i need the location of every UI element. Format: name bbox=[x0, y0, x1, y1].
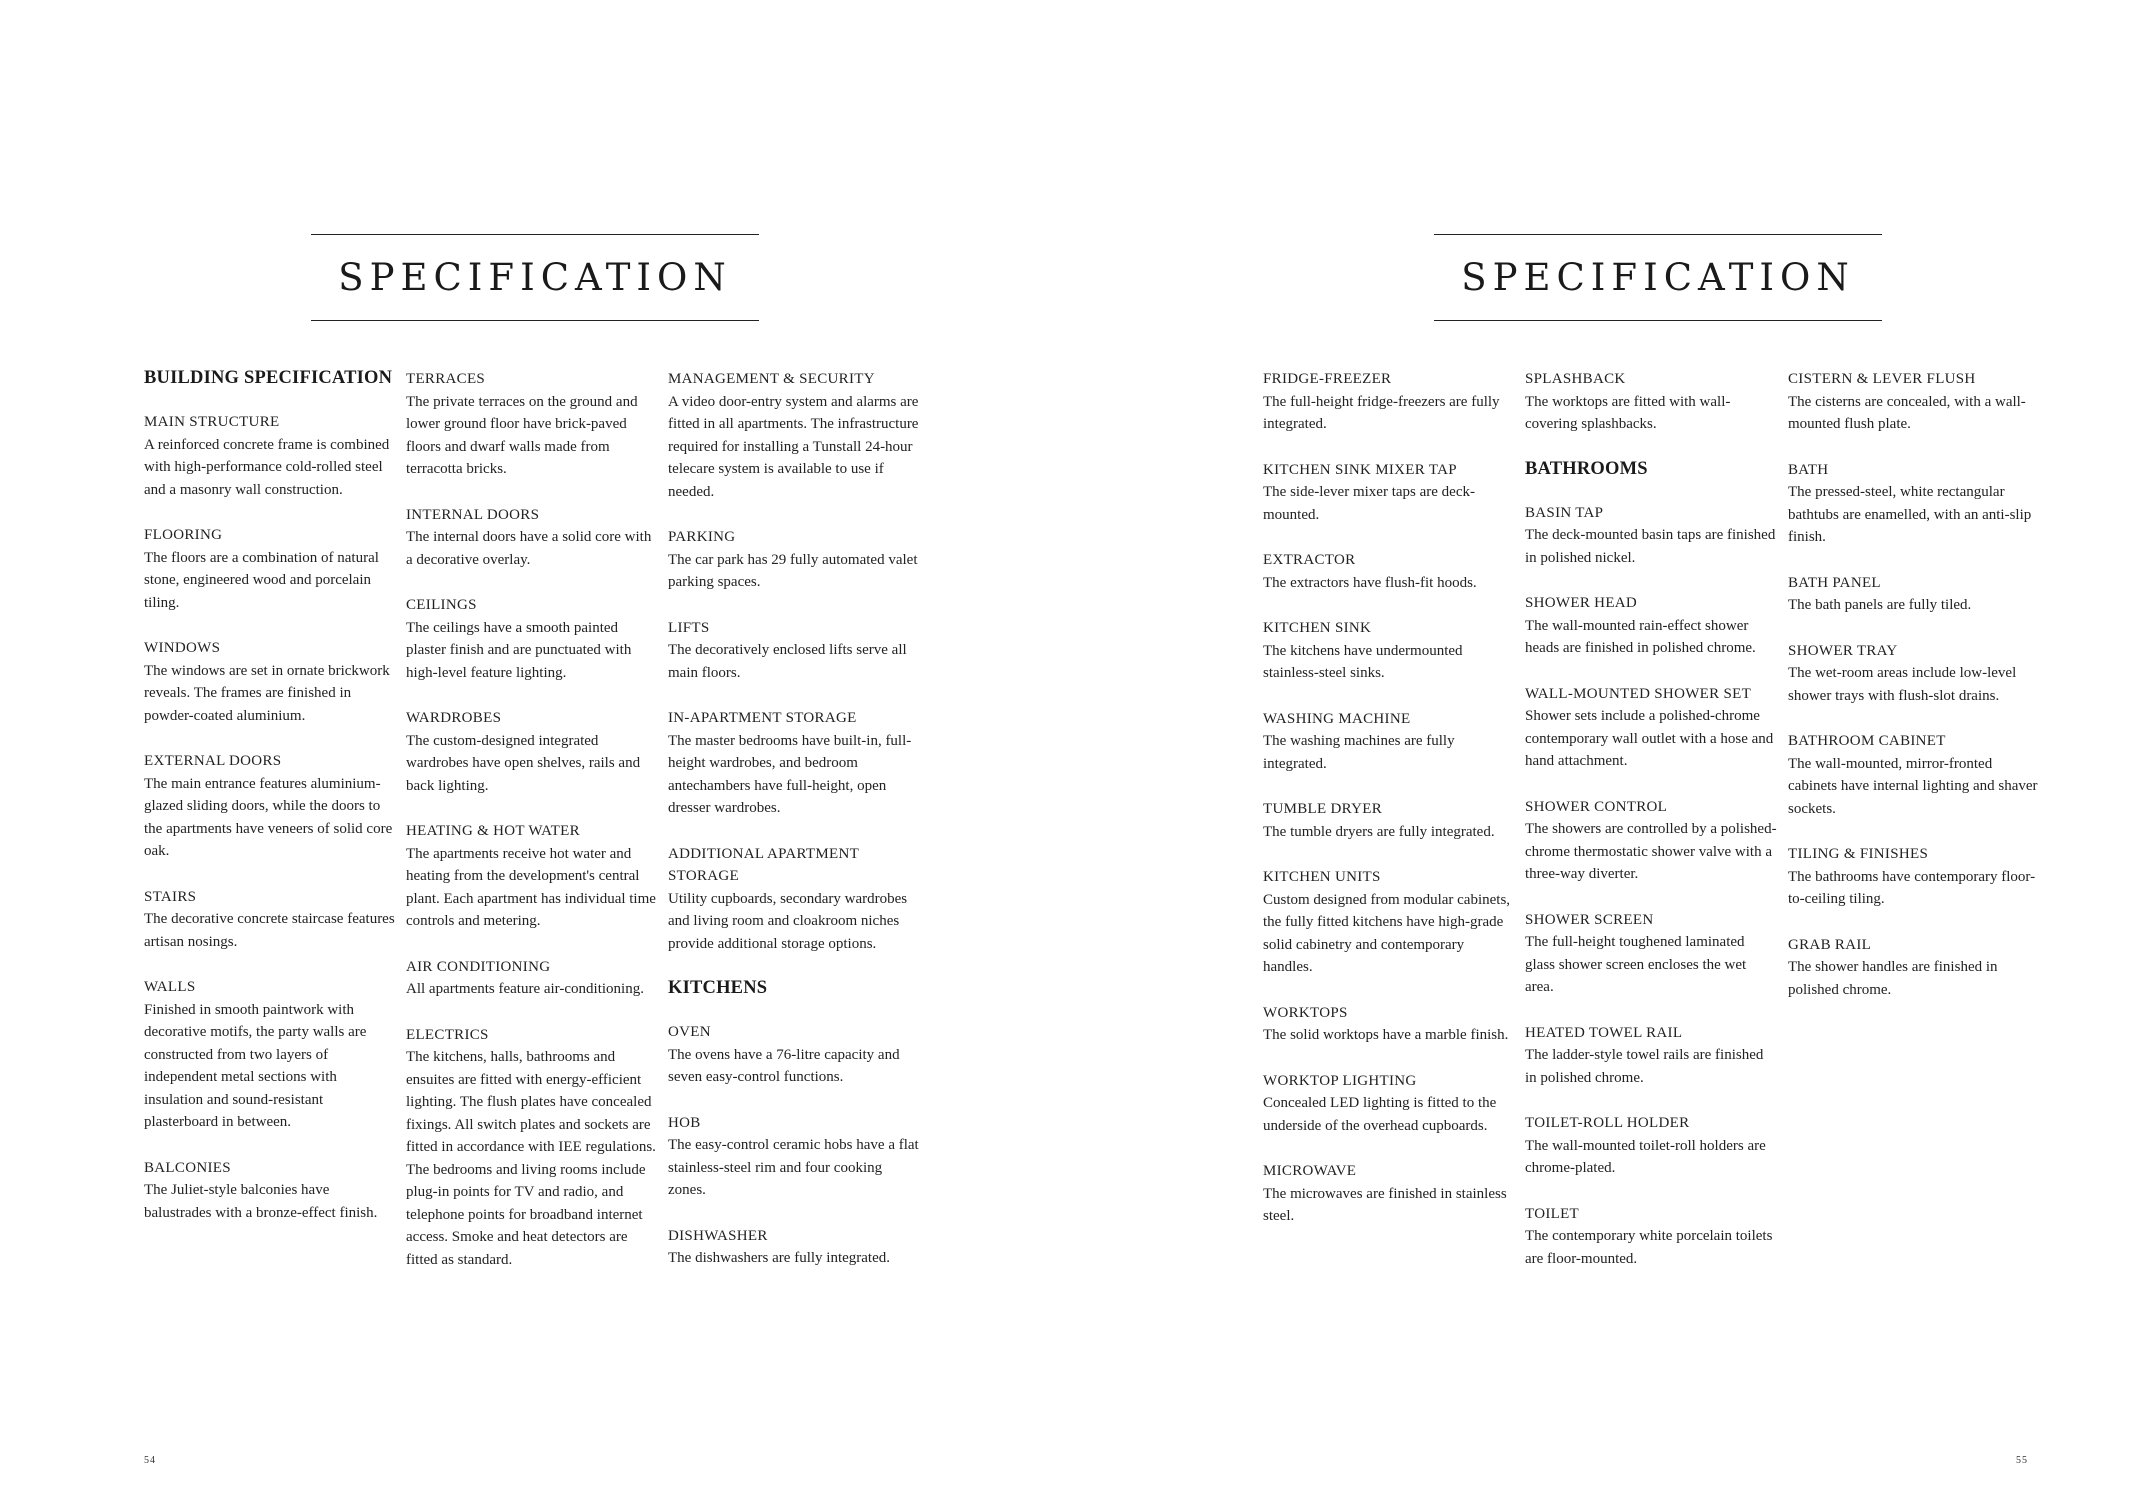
page-number: 55 bbox=[2016, 1455, 2028, 1466]
spec-item-title: FRIDGE-FREEZER bbox=[1263, 371, 1392, 387]
spec-item-text: The washing machines are fully integrated. bbox=[1263, 733, 1455, 772]
spec-item bbox=[668, 1112, 920, 1202]
spec-column bbox=[1525, 368, 1777, 1293]
spec-item bbox=[1788, 843, 2040, 911]
spec-item bbox=[668, 1021, 920, 1089]
title-rule-top bbox=[1434, 234, 1882, 235]
spec-item-text: The side-lever mixer taps are deck-mounted. bbox=[1263, 484, 1475, 523]
spec-item-title: MANAGEMENT & SECURITY bbox=[668, 371, 875, 387]
spec-item-title: WORKTOPS bbox=[1263, 1004, 1348, 1021]
spec-item-title: INTERNAL DOORS bbox=[406, 506, 540, 523]
spec-item-title: OVEN bbox=[668, 1024, 711, 1040]
spec-item-text: The bath panels are fully tiled. bbox=[1788, 597, 1972, 613]
spec-item bbox=[144, 1157, 396, 1225]
spec-item-title: TUMBLE DRYER bbox=[1263, 801, 1383, 817]
spec-item-text: A reinforced concrete frame is combined with high-performance cold-rolled steel and a masonry wall construction. bbox=[144, 436, 390, 498]
spec-item bbox=[1525, 1022, 1777, 1090]
spec-item-title: KITCHEN UNITS bbox=[1263, 869, 1381, 885]
spec-item bbox=[406, 504, 658, 572]
spec-item bbox=[1263, 798, 1515, 843]
spec-item-title: BATH bbox=[1788, 461, 1829, 478]
spec-item-text: The tumble dryers are fully integrated. bbox=[1263, 823, 1495, 840]
spec-item bbox=[1263, 866, 1515, 979]
spec-item-text: The dishwashers are fully integrated. bbox=[668, 1250, 891, 1266]
title-rule-bottom bbox=[1434, 320, 1882, 321]
spec-item-text: The full-height fridge-freezers are fully integrated. bbox=[1263, 393, 1500, 432]
spec-item bbox=[1788, 368, 2040, 436]
spec-item-title: HEATED TOWEL RAIL bbox=[1525, 1024, 1683, 1041]
spec-item-title: KITCHEN SINK MIXER TAP bbox=[1263, 461, 1457, 478]
spec-item-title: EXTRACTOR bbox=[1263, 552, 1356, 568]
spec-item-title: GRAB RAIL bbox=[1788, 936, 1872, 953]
spec-item bbox=[1263, 1160, 1515, 1228]
spec-item-text: The bathrooms have contemporary floor-to-ceiling tiling. bbox=[1788, 868, 2036, 907]
spec-item-text: The extractors have flush-fit hoods. bbox=[1263, 574, 1477, 591]
spec-item-title: FLOORING bbox=[144, 527, 223, 543]
spec-item bbox=[406, 956, 658, 1001]
spec-item bbox=[144, 976, 396, 1134]
spec-item-title: KITCHEN SINK bbox=[1263, 620, 1372, 636]
spec-column bbox=[144, 368, 396, 1247]
spec-item bbox=[1525, 1112, 1777, 1180]
spec-item-text: The easy-control ceramic hobs have a flat stainless-steel rim and four cooking zones. bbox=[668, 1137, 919, 1198]
spec-item-title: CISTERN & LEVER FLUSH bbox=[1788, 371, 1976, 387]
spec-item bbox=[144, 411, 396, 501]
spec-column bbox=[668, 368, 920, 1293]
spec-item-text: The ovens have a 76-litre capacity and seven easy-control functions. bbox=[668, 1046, 900, 1085]
section-heading-bathrooms: BATHROOMS bbox=[1525, 458, 1648, 479]
spec-item-title: HEATING & HOT WATER bbox=[406, 823, 580, 839]
spec-item bbox=[406, 368, 658, 481]
spec-item bbox=[1788, 572, 2040, 617]
spec-item-title: WINDOWS bbox=[144, 640, 221, 656]
spec-item-text: Finished in smooth paintwork with decorative motifs, the party walls are constructed from two layers of independent metal sections with insulation and sound-resistant plasterboard in between. bbox=[144, 1001, 367, 1130]
spec-item bbox=[406, 820, 658, 933]
spec-item-text: The wall-mounted, mirror-fronted cabinets have internal lighting and shaver sockets. bbox=[1788, 755, 2038, 817]
spec-item-text: The wall-mounted toilet-roll holders are chrome-plated. bbox=[1525, 1137, 1766, 1176]
spec-item bbox=[144, 637, 396, 727]
spec-item-title: SHOWER HEAD bbox=[1525, 595, 1638, 611]
spec-item-title: STAIRS bbox=[144, 888, 197, 905]
spec-item-text: The master bedrooms have built-in, full-height wardrobes, and bedroom antechambers have full-height, open dresser wardrobes. bbox=[668, 732, 912, 816]
spec-item bbox=[1525, 683, 1777, 773]
spec-item bbox=[144, 524, 396, 614]
spec-item bbox=[1525, 592, 1777, 660]
spec-item bbox=[144, 750, 396, 863]
spec-item-text: Custom designed from modular cabinets, the fully fitted kitchens have high-grade solid cabinetry and contemporary handles. bbox=[1263, 891, 1511, 975]
spec-item-text: The contemporary white porcelain toilets are floor-mounted. bbox=[1525, 1228, 1773, 1267]
right-page bbox=[1074, 0, 2148, 1500]
spec-item-title: HOB bbox=[668, 1114, 701, 1131]
spec-item-text: The decoratively enclosed lifts serve all main floors. bbox=[668, 642, 907, 681]
spec-item bbox=[1525, 1203, 1777, 1271]
spec-item bbox=[1788, 934, 2040, 1002]
spec-item-title: BALCONIES bbox=[144, 1159, 231, 1176]
spec-item-text: The internal doors have a solid core with a decorative overlay. bbox=[406, 529, 652, 568]
spec-item-title: MAIN STRUCTURE bbox=[144, 414, 280, 430]
spec-item-title: SHOWER SCREEN bbox=[1525, 911, 1654, 928]
spec-item-title: BATH PANEL bbox=[1788, 574, 1881, 591]
spec-item-text: A video door-entry system and alarms are fitted in all apartments. The infrastructure required for installing a Tunstall 24-hour telecare system is available to use if needed. bbox=[668, 393, 919, 500]
spec-item-text: The kitchens have undermounted stainless-steel sinks. bbox=[1263, 642, 1463, 681]
spec-item-title: PARKING bbox=[668, 529, 736, 545]
spec-item bbox=[1525, 796, 1777, 886]
spec-item bbox=[668, 617, 920, 685]
spec-item-title: LIFTS bbox=[668, 619, 710, 636]
spec-item-text: The decorative concrete staircase features artisan nosings. bbox=[144, 911, 395, 950]
spec-item-title: AIR CONDITIONING bbox=[406, 958, 551, 975]
spec-item-title: IN-APARTMENT STORAGE bbox=[668, 710, 857, 726]
spec-item bbox=[406, 707, 658, 797]
spec-item bbox=[1263, 1070, 1515, 1138]
spec-item bbox=[1525, 368, 1777, 436]
spec-item-title: WORKTOP LIGHTING bbox=[1263, 1072, 1417, 1089]
spec-item-text: The pressed-steel, white rectangular bathtubs are enamelled, with an anti-slip finish. bbox=[1788, 484, 2032, 545]
spec-item-text: All apartments feature air-conditioning. bbox=[406, 981, 644, 997]
spec-item bbox=[1263, 549, 1515, 594]
spec-item-title: ELECTRICS bbox=[406, 1026, 489, 1043]
spec-item bbox=[144, 886, 396, 954]
spec-item bbox=[1263, 708, 1515, 776]
title-rule-top bbox=[311, 234, 759, 235]
spec-item-title: SHOWER CONTROL bbox=[1525, 798, 1668, 815]
spec-item bbox=[1525, 502, 1777, 570]
spec-item-title: SHOWER TRAY bbox=[1788, 642, 1898, 659]
spec-item bbox=[1263, 1002, 1515, 1047]
spec-column bbox=[1263, 368, 1515, 1251]
page-title: SPECIFICATION bbox=[338, 256, 732, 299]
spec-item-title: BATHROOM CABINET bbox=[1788, 733, 1946, 749]
spec-item-title: TOILET bbox=[1525, 1205, 1580, 1222]
spec-item-title: MICROWAVE bbox=[1263, 1163, 1357, 1179]
spec-item bbox=[1263, 368, 1515, 436]
spec-item bbox=[668, 368, 920, 503]
spec-item bbox=[668, 1225, 920, 1270]
spec-item bbox=[1788, 459, 2040, 549]
title-rule-bottom bbox=[311, 320, 759, 321]
spec-item-text: The main entrance features aluminium-glazed sliding doors, while the doors to the apartments have veneers of solid core oak. bbox=[144, 775, 393, 859]
spec-item-text: The worktops are fitted with wall-covering splashbacks. bbox=[1525, 393, 1731, 432]
spec-item bbox=[1263, 617, 1515, 685]
spec-item-text: The deck-mounted basin taps are finished in polished nickel. bbox=[1525, 527, 1776, 566]
spec-item-title: CEILINGS bbox=[406, 597, 477, 613]
spec-column bbox=[406, 368, 658, 1294]
spec-item-title: TOILET-ROLL HOLDER bbox=[1525, 1115, 1690, 1131]
spec-item-text: Concealed LED lighting is fitted to the underside of the overhead cupboards. bbox=[1263, 1095, 1497, 1134]
spec-item-title: TERRACES bbox=[406, 371, 486, 387]
spec-item-text: The microwaves are finished in stainless steel. bbox=[1263, 1185, 1507, 1224]
spec-item-text: The windows are set in ornate brickwork reveals. The frames are finished in powder-coated aluminium. bbox=[144, 662, 390, 724]
spec-item bbox=[406, 1024, 658, 1272]
spec-item-text: Shower sets include a polished-chrome contemporary wall outlet with a hose and hand attachment. bbox=[1525, 708, 1774, 769]
spec-item-title: WALLS bbox=[144, 979, 196, 995]
spec-item-title: WALL-MOUNTED SHOWER SET bbox=[1525, 685, 1752, 702]
spec-item bbox=[1263, 459, 1515, 527]
page-number: 54 bbox=[144, 1455, 156, 1466]
spec-item bbox=[668, 707, 920, 820]
spec-item-text: The ceilings have a smooth painted plaster finish and are punctuated with high-level feature lighting. bbox=[406, 619, 632, 681]
spec-item bbox=[1788, 640, 2040, 708]
spec-item bbox=[668, 843, 920, 956]
spec-item bbox=[668, 526, 920, 594]
spec-item-text: The custom-designed integrated wardrobes have open shelves, rails and back lighting. bbox=[406, 732, 641, 794]
spec-item-text: The private terraces on the ground and lower ground floor have brick-paved floors and dwarf walls made from terracotta bricks. bbox=[406, 393, 638, 477]
spec-item-title: DISHWASHER bbox=[668, 1227, 768, 1244]
spec-item bbox=[406, 594, 658, 684]
spec-item bbox=[1525, 909, 1777, 999]
spec-item-title: WASHING MACHINE bbox=[1263, 710, 1411, 727]
spec-item-title: TILING & FINISHES bbox=[1788, 846, 1929, 862]
spec-item-text: The full-height toughened laminated glass shower screen encloses the wet area. bbox=[1525, 934, 1747, 995]
spec-item-text: The showers are controlled by a polished-chrome thermostatic shower valve with a three-way diverter. bbox=[1525, 821, 1777, 882]
spec-item-text: The Juliet-style balconies have balustrades with a bronze-effect finish. bbox=[144, 1182, 378, 1221]
spec-item-text: The shower handles are finished in polished chrome. bbox=[1788, 959, 1998, 998]
spec-item-text: The apartments receive hot water and heating from the development's central plant. Each apartment has individual time controls and metering. bbox=[406, 845, 656, 929]
spec-item-text: The car park has 29 fully automated valet parking spaces. bbox=[668, 551, 918, 590]
spec-item-title: EXTERNAL DOORS bbox=[144, 753, 282, 769]
spec-item-text: The ladder-style towel rails are finished in polished chrome. bbox=[1525, 1047, 1764, 1086]
section-heading: BUILDING SPECIFICATION bbox=[144, 368, 393, 388]
spec-item-title: WARDROBES bbox=[406, 710, 502, 726]
spec-item-text: The wet-room areas include low-level shower trays with flush-slot drains. bbox=[1788, 665, 2017, 704]
page-title: SPECIFICATION bbox=[1461, 256, 1855, 299]
spec-item-text: The solid worktops have a marble finish. bbox=[1263, 1027, 1509, 1043]
spec-item-text: Utility cupboards, secondary wardrobes and living room and cloakroom niches provide additional storage options. bbox=[668, 890, 908, 952]
spec-item-text: The floors are a combination of natural stone, engineered wood and porcelain tiling. bbox=[144, 549, 379, 611]
spec-item-title: SPLASHBACK bbox=[1525, 371, 1626, 387]
spec-item-text: The kitchens, halls, bathrooms and ensuites are fitted with energy-efficient lighting. The flush plates have concealed fixings. All switch plates and sockets are fitted in accordance with IEE regulations. The bedrooms and living rooms include plug-in points for TV and radio, and telephone points for broadband internet access. Smoke and heat detectors are fitted as standard. bbox=[406, 1049, 656, 1268]
spec-item-text: The cisterns are concealed, with a wall-mounted flush plate. bbox=[1788, 393, 2026, 432]
spec-item-title: BASIN TAP bbox=[1525, 504, 1604, 521]
spec-column bbox=[1788, 368, 2040, 1024]
spec-item-text: The wall-mounted rain-effect shower heads are finished in polished chrome. bbox=[1525, 617, 1756, 656]
section-heading-kitchens: KITCHENS bbox=[668, 978, 768, 998]
spec-item-title: ADDITIONAL APARTMENT STORAGE bbox=[668, 845, 859, 884]
spec-item bbox=[1788, 730, 2040, 820]
